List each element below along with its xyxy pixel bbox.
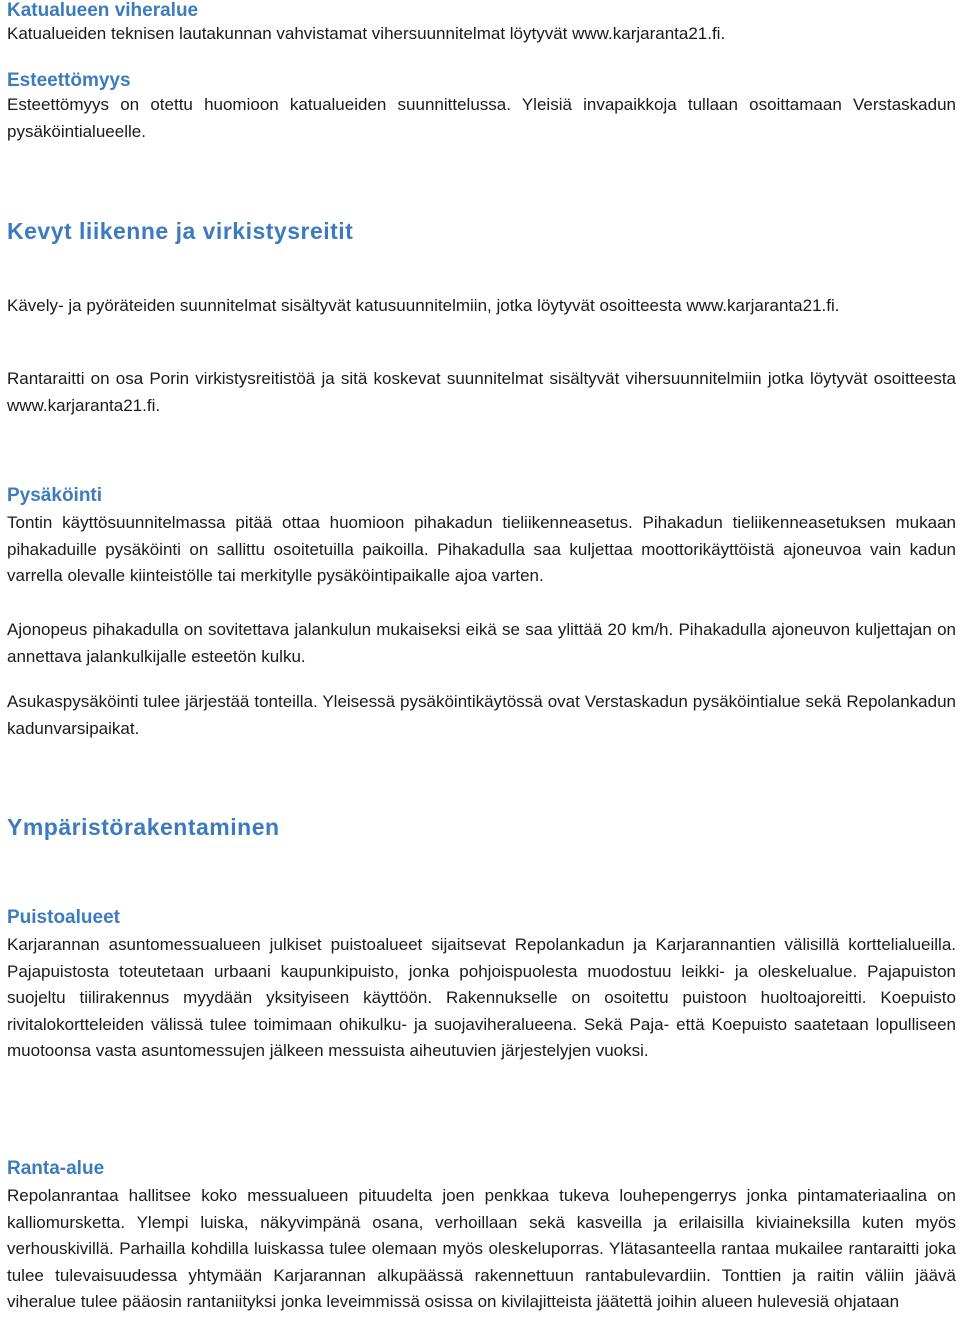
paragraph-kevyt-liikenne-2: Rantaraitti on osa Porin virkistysreitistöä ja sitä koskevat suunnitelmat sisältyvät vihersuunnitelmiin jotka löytyvät osoitteesta www.karjaranta21.fi.: [7, 369, 956, 415]
heading-katualueen-viheralue: Katualueen viheralue: [7, 0, 199, 21]
paragraph-pysakointi-1: Tontin käyttösuunnitelmassa pitää ottaa huomioon pihakadun tieliikenneasetus. Pihakadun tieliikenneasetuksen mukaan pihakaduille pysäköinti on sallittu osoitetuilla paikoilla. Pihakadulla saa kuljettaa moottorikäyttöistä ajoneuvoa vain kadun varrella olevalle kiinteistölle tai merkitylle pysäköintipaikalle ajoa varten.: [7, 513, 956, 586]
paragraph-ranta-alue: Repolanrantaa hallitsee koko messualueen pituudelta joen penkkaa tukeva louhepengerrys jonka pintamateriaalina on kalliomursketta. Ylempi luiska, näkyvimpänä osana, verhoillaan sekä kasveilla ja erilaisilla kiviaineksilla kuten myös verhouskivillä. Parhailla kohdilla luiskassa tulee olemaan myös oleskeluporras. Ylätasanteella rantaa mukailee rantaraitti joka tulee tulevaisuudessa yhtymään Karjarannan alkupäässä rakennettuun rantabulevardiin. Tonttien ja raitin väliin jäävä viheralue tulee pääosin rantaniityksi jonka leveimmissä osissa on kivilajitteista jäätettä joihin alueen hulevesiä ohjataan: [7, 1186, 956, 1312]
paragraph-puistoalueet: Karjarannan asuntomessualueen julkiset puistoalueet sijaitsevat Repolankadun ja Karjarannantien välisillä korttelialueilla. Pajapuistosta toteutetaan urbaani kaupunkipuisto, jonka pohjoispuolesta muodostuu leikki- ja oleskelualue. Pajapuiston suojeltu tiilirakennus myydään yksityiseen käyttöön. Rakennukselle on osoitettu puistoon huoltoajoreitti. Koepuisto rivitalokortteleiden välissä tulee toimimaan ohikulku- ja suojaviheralueena. Sekä Paja- että Koepuisto saatetaan lopulliseen muotoonsa vasta asuntomessujen jälkeen messuista aiheutuvien järjestelyjen vuoksi.: [7, 935, 956, 1061]
paragraph-pysakointi-3: Asukaspysäköinti tulee järjestää tonteilla. Yleisessä pysäköintikäytössä ovat Verstaskadun pysäköintialue sekä Repolankadun kadunvarsipaikat.: [7, 692, 956, 738]
heading-esteettomyys: Esteettömyys: [7, 70, 131, 91]
heading-ranta-alue: Ranta-alue: [7, 1158, 105, 1179]
paragraph-pysakointi-2: Ajonopeus pihakadulla on sovitettava jalankulun mukaiseksi eikä se saa ylittää 20 km/h. Pihakadulla ajoneuvon kuljettajan on annettava jalankulkijalle esteetön kulku.: [7, 620, 956, 666]
heading-ymparistorakentaminen: Ympäristörakentaminen: [7, 814, 280, 840]
heading-kevyt-liikenne: Kevyt liikenne ja virkistysreitit: [7, 218, 354, 244]
heading-pysakointi: Pysäköinti: [7, 485, 103, 506]
paragraph-kevyt-liikenne-1: Kävely- ja pyöräteiden suunnitelmat sisältyvät katusuunnitelmiin, jotka löytyvät osoitteesta www.karjaranta21.fi.: [7, 296, 840, 315]
paragraph-esteettomyys: Esteettömyys on otettu huomioon katualueiden suunnittelussa. Yleisiä invapaikkoja tullaan osoittamaan Verstaskadun pysäköintialueelle.: [7, 95, 956, 141]
heading-puistoalueet: Puistoalueet: [7, 907, 120, 928]
paragraph-katualueen-viheralue: Katualueiden teknisen lautakunnan vahvistamat vihersuunnitelmat löytyvät www.karjaranta21.fi.: [7, 24, 726, 43]
